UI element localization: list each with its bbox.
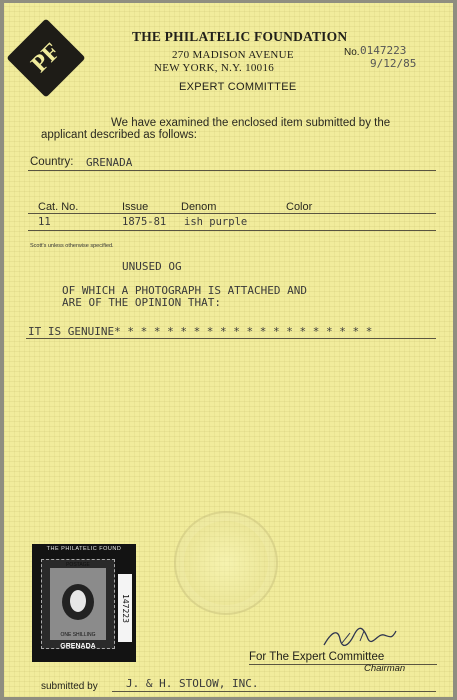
col-denom: Denom — [181, 201, 217, 213]
stamp-photograph — [32, 544, 136, 662]
col-cat-no: Cat. No. — [38, 201, 79, 213]
submitted-underline — [112, 691, 436, 692]
value-cat-no: 11 — [38, 216, 51, 228]
signature-line — [249, 664, 437, 665]
photo-cert-number: 147223 — [118, 574, 132, 642]
values-rule — [28, 230, 436, 231]
certificate-number-label: No. — [344, 47, 360, 58]
certificate — [4, 3, 453, 697]
submitted-by-label: submitted by — [41, 681, 98, 692]
photo-title: THE PHILATELIC FOUND — [46, 546, 122, 552]
value-denom-color: ish purple — [184, 216, 248, 228]
foundation-name: THE PHILATELIC FOUNDATION — [132, 29, 348, 44]
verdict-underline — [26, 338, 436, 339]
submitted-by-value: J. & H. STOLOW, INC. — [126, 677, 259, 690]
chairman-label: Chairman — [364, 663, 406, 674]
col-issue: Issue — [122, 201, 149, 213]
opinion-verdict: IT IS GENUINE* * * * * * * * * * * * * * * * * * * * — [28, 325, 373, 338]
country-value: GRENADA — [86, 156, 133, 169]
committee-title: EXPERT COMMITTEE — [179, 81, 297, 93]
for-committee-line: For The Expert Committee — [249, 651, 385, 663]
scotts-note: Scott's unless otherwise specified. — [30, 243, 114, 249]
embossed-seal — [174, 511, 278, 615]
country-underline — [28, 170, 436, 171]
queen-portrait — [70, 590, 86, 612]
photograph-line-2: ARE OF THE OPINION THAT: — [62, 296, 221, 309]
condition: UNUSED OG — [122, 260, 182, 273]
address-line-1: 270 MADISON AVENUE — [172, 49, 294, 61]
certificate-date: 9/12/85 — [370, 57, 417, 70]
stamp-bottom-text: ONE SHILLING — [60, 632, 96, 638]
stamp-top-text: POSTAGE — [66, 562, 90, 568]
pf-logo — [6, 18, 85, 97]
country-label: Country: — [30, 156, 74, 168]
address-line-2: NEW YORK, N.Y. 10016 — [154, 62, 275, 74]
columns-rule — [28, 213, 436, 214]
photograph-line-1: OF WHICH A PHOTOGRAPH IS ATTACHED AND — [62, 284, 308, 297]
intro-line-2: applicant described as follows: — [41, 129, 197, 141]
intro-line-1: We have examined the enclosed item submitted by the — [111, 117, 391, 129]
stamp-country-text: GRENADA — [60, 643, 96, 650]
pf-logo-text: PF — [26, 38, 66, 78]
value-issue: 1875-81 — [122, 216, 167, 228]
certificate-number: 0147223 — [360, 44, 407, 57]
col-color: Color — [286, 201, 313, 213]
chairman-signature — [320, 625, 400, 653]
stamp-image — [41, 559, 115, 649]
